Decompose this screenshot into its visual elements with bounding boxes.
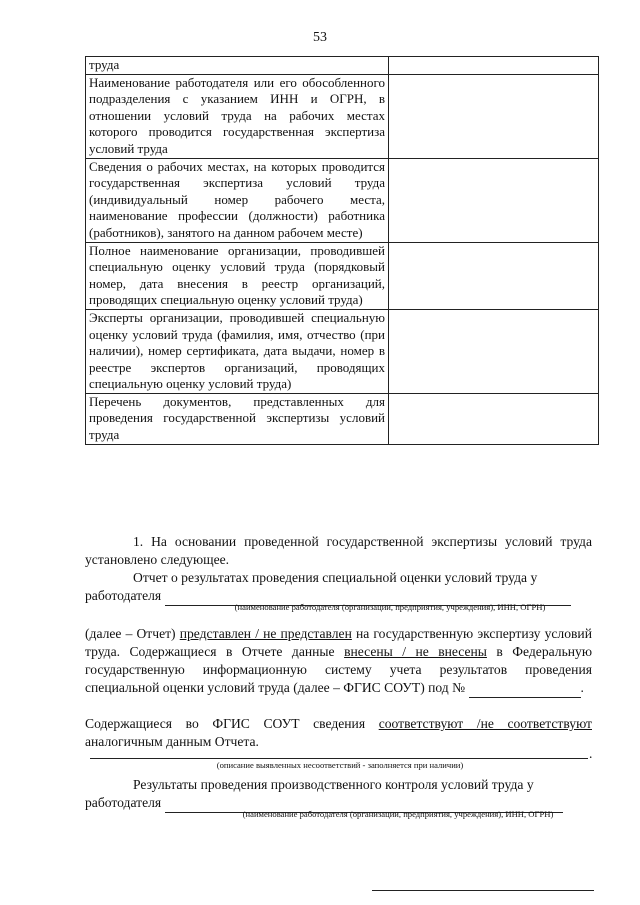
- fgis-match-choice: соответствуют /не соответствуют: [378, 716, 592, 731]
- table-cell-value: [389, 393, 599, 444]
- table-row: [86, 158, 599, 242]
- report-status-text: на государственную экспертизу условий труда. Содержащиеся в Отчете данные: [85, 626, 592, 659]
- table-cell-value: [389, 242, 599, 309]
- employer-caption: (наименование работодателя (организации, предприятия, учреждения), ИНН, ОГРН): [234, 602, 546, 612]
- table-row: [86, 74, 599, 158]
- table-cell-value: [389, 74, 599, 158]
- fgis-end-period: .: [580, 680, 584, 695]
- table-cell-value: [389, 158, 599, 242]
- paragraph-fgis-match: [85, 715, 592, 751]
- employer-label: работодателя: [85, 588, 162, 603]
- table-row: [86, 242, 599, 309]
- report-alias: (далее – Отчет): [85, 626, 176, 641]
- fgis-match-end: аналогичным данным Отчета.: [85, 734, 259, 749]
- paragraph-sout-report: [85, 569, 592, 606]
- table-cell-label: Полное наименование организации, проводившей специальную оценку условий труда (порядковый номер, дата внесения в реестр организаций, проводящих специальную оценку условий труда): [86, 242, 389, 309]
- report-submitted-choice: представлен / не представлен: [179, 626, 352, 641]
- table-row: [86, 393, 599, 444]
- fgis-match-text: Содержащиеся во ФГИС СОУТ сведения: [85, 716, 366, 731]
- table-cell-label: труда: [86, 57, 389, 75]
- employer-label-2: работодателя: [85, 795, 162, 810]
- table-cell-label: Эксперты организации, проводившей специальную оценку условий труда (фамилия, имя, отчество (при наличии), номер сертификата, дата выдачи, номер в реестре экспертов организаций, проводящих специальную оценку условий труда): [86, 309, 389, 393]
- sout-report-line: Отчет о результатах проведения специальной оценки условий труда у: [133, 570, 538, 585]
- table-row: [86, 309, 599, 393]
- discrepancy-blank-line: [90, 758, 588, 759]
- footer-rule: [372, 890, 594, 891]
- production-control-line: Результаты проведения производственного контроля условий труда у: [133, 777, 534, 792]
- table-cell-label: Перечень документов, представленных для проведения государственной экспертизы условий труда: [86, 393, 389, 444]
- page-number: 53: [313, 30, 327, 45]
- table-row: [86, 57, 599, 75]
- table-cell-label: Сведения о рабочих местах, на которых проводится государственная экспертиза условий труда (индивидуальный номер рабочего места, наименование профессии (должности) работника (работников), занятого на данном рабочем месте): [86, 158, 389, 242]
- expertise-info-table: [85, 56, 599, 445]
- employer-caption-2: (наименование работодателя (организации, предприятия, учреждения), ИНН, ОГРН): [242, 809, 554, 819]
- table-cell-label: Наименование работодателя или его обособленного подразделения с указанием ИНН и ОГРН, в отношении условий труда на рабочих местах которого проводится государственная экспертиза условий труда: [86, 74, 389, 158]
- fgis-number-blank: [469, 679, 581, 698]
- paragraph-findings-intro: 1. На основании проведенной государственной экспертизы условий труда установлено следующее.: [85, 534, 592, 567]
- fgis-text: в Федеральную государственную информационную систему учета результатов проведения специальной оценки условий труда (далее – ФГИС СОУТ) под №: [85, 644, 593, 695]
- paragraph-report-status: [85, 625, 592, 698]
- discrepancy-end-period: .: [589, 746, 593, 761]
- table-cell-value: [389, 57, 599, 75]
- paragraph-production-control: [85, 776, 592, 813]
- fgis-entered-choice: внесены / не внесены: [344, 644, 487, 659]
- table-cell-value: [389, 309, 599, 393]
- discrepancy-caption: (описание выявленных несоответствий - заполняется при наличии): [216, 760, 464, 770]
